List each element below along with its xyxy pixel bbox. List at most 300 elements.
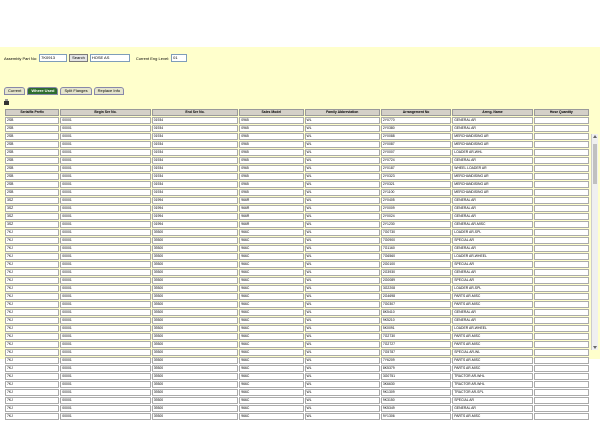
table-row[interactable]	[5, 365, 589, 372]
assembly-search-bar	[4, 53, 187, 63]
table-cell: 00001	[60, 301, 150, 308]
table-cell: 00001	[60, 181, 150, 188]
table-cell: WL	[305, 189, 380, 196]
table-cell: WL	[305, 213, 380, 220]
table-cell: WL	[305, 253, 380, 260]
table-cell: WL	[305, 229, 380, 236]
table-cell: 966R	[239, 221, 303, 228]
table-cell: 0965	[239, 133, 303, 140]
table-cell	[534, 277, 589, 284]
table-row[interactable]	[5, 117, 589, 124]
table-cell: 2Y0088	[381, 133, 451, 140]
table-cell: WL	[305, 141, 380, 148]
column-header[interactable]: Hose Quantity	[534, 109, 589, 116]
column-header[interactable]: Begin Ser No.	[60, 109, 150, 116]
table-cell: 39300	[152, 285, 238, 292]
table-row[interactable]	[5, 293, 589, 300]
table-row[interactable]	[5, 381, 589, 388]
table-cell: 01934	[152, 117, 238, 124]
table-cell	[534, 245, 589, 252]
column-header[interactable]: Family Abbreviation	[305, 109, 380, 116]
table-cell: 2Y0770	[381, 117, 451, 124]
table-cell: 00001	[60, 341, 150, 348]
table-row[interactable]	[5, 205, 589, 212]
table-cell: 00001	[60, 261, 150, 268]
table-cell	[534, 405, 589, 412]
table-cell	[534, 357, 589, 364]
table-cell	[534, 261, 589, 268]
table-cell: 39300	[152, 381, 238, 388]
vertical-scrollbar[interactable]	[591, 134, 598, 350]
table-cell: WL	[305, 181, 380, 188]
table-cell: 7KJ	[5, 261, 59, 268]
table-cell: WL	[305, 301, 380, 308]
assembly-part-input[interactable]: 7K0913	[39, 54, 67, 62]
table-cell: MERCHANDISING AR	[452, 181, 532, 188]
table-cell: 966C	[239, 293, 303, 300]
table-cell: GENERAL AR	[452, 309, 532, 316]
table-cell: WL	[305, 261, 380, 268]
table-cell: 2SB	[5, 189, 59, 196]
table-cell: 7KJ	[5, 245, 59, 252]
table-cell: WL	[305, 117, 380, 124]
table-cell: 00001	[60, 317, 150, 324]
tab-replace-info[interactable]: Replace Info	[94, 87, 124, 95]
app-window	[0, 47, 600, 418]
table-row[interactable]	[5, 389, 589, 396]
table-row[interactable]	[5, 213, 589, 220]
table-cell: 3G2208	[381, 285, 451, 292]
table-cell: 39300	[152, 413, 238, 420]
table-cell: 2Y0323	[381, 173, 451, 180]
table-cell: SPECIAL AR	[452, 397, 532, 404]
table-cell: SPECIAL AR-WL	[452, 349, 532, 356]
table-cell	[534, 309, 589, 316]
table-cell: 3G0751	[381, 373, 451, 380]
table-cell	[534, 213, 589, 220]
table-cell: GENERAL AR	[452, 157, 532, 164]
table-cell: 7KJ	[5, 357, 59, 364]
table-cell: 00001	[60, 173, 150, 180]
table-cell: 39300	[152, 261, 238, 268]
table-cell: WL	[305, 373, 380, 380]
table-cell: 2Y0009	[381, 205, 451, 212]
table-cell: WL	[305, 389, 380, 396]
table-cell: 966C	[239, 269, 303, 276]
table-cell: 39300	[152, 309, 238, 316]
table-cell: 966C	[239, 277, 303, 284]
column-header[interactable]: Sales Model	[239, 109, 303, 116]
table-cell: 7KJ	[5, 373, 59, 380]
table-cell: 00001	[60, 309, 150, 316]
table-cell: 966C	[239, 397, 303, 404]
table-cell: WL	[305, 341, 380, 348]
table-row[interactable]	[5, 261, 589, 268]
table-row[interactable]	[5, 317, 589, 324]
table-cell: 7KJ	[5, 293, 59, 300]
table-cell: 39300	[152, 405, 238, 412]
table-cell: 39300	[152, 349, 238, 356]
table-row[interactable]	[5, 253, 589, 260]
table-cell: 9K5210	[381, 317, 451, 324]
table-cell: 7KJ	[5, 381, 59, 388]
table-cell: WL	[305, 333, 380, 340]
where-used-table	[4, 108, 590, 421]
table-cell: WL	[305, 269, 380, 276]
table-cell: 966C	[239, 405, 303, 412]
table-cell	[534, 221, 589, 228]
table-cell: 966C	[239, 325, 303, 332]
table-row[interactable]	[5, 413, 589, 420]
table-row[interactable]	[5, 349, 589, 356]
table-cell: TRACTOR AR-SPL	[452, 389, 532, 396]
table-cell: 7G2727	[381, 341, 451, 348]
tab-where-used[interactable]: Where Used	[27, 87, 58, 95]
table-cell: 00001	[60, 365, 150, 372]
table-row[interactable]	[5, 373, 589, 380]
table-cell: WL	[305, 349, 380, 356]
table-cell: WL	[305, 221, 380, 228]
scroll-thumb[interactable]	[593, 144, 597, 184]
table-cell	[534, 149, 589, 156]
table-cell: 01934	[152, 125, 238, 132]
table-cell: 3K6630	[381, 381, 451, 388]
table-cell: 7KJ	[5, 309, 59, 316]
table-cell: 39300	[152, 245, 238, 252]
table-cell: 2Y1230	[381, 221, 451, 228]
table-cell: 2SB	[5, 157, 59, 164]
table-cell: WL	[305, 173, 380, 180]
table-cell	[534, 197, 589, 204]
table-cell	[534, 373, 589, 380]
table-row[interactable]	[5, 157, 589, 164]
table-cell: 00001	[60, 405, 150, 412]
table-cell: 7KJ	[5, 341, 59, 348]
table-cell: 2Y0321	[381, 181, 451, 188]
table-cell: 0965	[239, 141, 303, 148]
table-cell: LOADER AR-WHEEL	[452, 253, 532, 260]
table-row[interactable]	[5, 269, 589, 276]
table-row[interactable]	[5, 189, 589, 196]
table-cell: 2SB	[5, 125, 59, 132]
table-cell: 39300	[152, 357, 238, 364]
table-cell: 0965	[239, 157, 303, 164]
table-cell	[534, 125, 589, 132]
table-row[interactable]	[5, 197, 589, 204]
table-cell: LOADER AR-WHL	[452, 149, 532, 156]
table-cell: 39300	[152, 325, 238, 332]
table-cell: GENERAL AR	[452, 205, 532, 212]
table-row[interactable]	[5, 133, 589, 140]
table-cell: 966C	[239, 381, 303, 388]
table-cell: 2Y0380	[381, 125, 451, 132]
table-cell: 00001	[60, 381, 150, 388]
table-row[interactable]	[5, 333, 589, 340]
table-cell: 7KJ	[5, 325, 59, 332]
table-cell	[534, 141, 589, 148]
table-cell	[534, 205, 589, 212]
table-cell: 01934	[152, 189, 238, 196]
table-cell: 00001	[60, 237, 150, 244]
table-cell: 2Y0024	[381, 213, 451, 220]
table-cell: 966C	[239, 341, 303, 348]
print-icon[interactable]	[4, 101, 9, 105]
table-cell: 7G6560	[381, 253, 451, 260]
table-cell: 00001	[60, 293, 150, 300]
table-cell: 00001	[60, 133, 150, 140]
table-cell: WL	[305, 165, 380, 172]
table-cell: 00001	[60, 197, 150, 204]
table-cell: 00001	[60, 189, 150, 196]
table-cell	[534, 381, 589, 388]
table-row[interactable]	[5, 341, 589, 348]
table-cell: 7G1160	[381, 245, 451, 252]
table-cell: 01934	[152, 165, 238, 172]
table-cell: 2Y0007	[381, 149, 451, 156]
table-cell: 7KJ	[5, 317, 59, 324]
table-cell: 01994	[152, 213, 238, 220]
tab-split-flanges[interactable]: Split Flanges	[60, 87, 91, 95]
table-cell: PARTS AR-MISC	[452, 413, 532, 420]
table-cell: 0965	[239, 181, 303, 188]
table-cell: WL	[305, 293, 380, 300]
table-cell: 00001	[60, 357, 150, 364]
table-cell: 01994	[152, 197, 238, 204]
table-cell	[534, 413, 589, 420]
table-cell: 7KJ	[5, 413, 59, 420]
table-cell: 7G0730	[381, 229, 451, 236]
tab-current[interactable]: Current	[4, 87, 25, 95]
table-cell: 0965	[239, 149, 303, 156]
table-cell: 00001	[60, 221, 150, 228]
table-cell: 7KJ	[5, 333, 59, 340]
table-cell: 7KJ	[5, 397, 59, 404]
table-cell: 39300	[152, 397, 238, 404]
table-row[interactable]	[5, 125, 589, 132]
table-row[interactable]	[5, 277, 589, 284]
table-cell: 966C	[239, 333, 303, 340]
table-cell: 966C	[239, 365, 303, 372]
table-cell: 9K1309	[381, 389, 451, 396]
table-row[interactable]	[5, 141, 589, 148]
table-cell: WL	[305, 365, 380, 372]
table-cell	[534, 157, 589, 164]
table-cell: WL	[305, 277, 380, 284]
table-cell	[534, 133, 589, 140]
table-cell: 01934	[152, 181, 238, 188]
table-cell: 2SB	[5, 141, 59, 148]
table-cell: 00001	[60, 333, 150, 340]
table-cell: 2Y1100	[381, 189, 451, 196]
column-header[interactable]: End Ser No.	[152, 109, 238, 116]
table-cell: 8K5379	[381, 365, 451, 372]
table-cell: GENERAL AR	[452, 405, 532, 412]
table-cell: 966C	[239, 373, 303, 380]
table-cell: 7KJ	[5, 365, 59, 372]
table-row[interactable]	[5, 357, 589, 364]
table-cell: 2Y0187	[381, 165, 451, 172]
table-row[interactable]	[5, 221, 589, 228]
table-cell: 7KJ	[5, 253, 59, 260]
table-cell: 966C	[239, 357, 303, 364]
table-cell: 966C	[239, 389, 303, 396]
table-row[interactable]	[5, 325, 589, 332]
table-cell	[534, 181, 589, 188]
table-cell: 966C	[239, 229, 303, 236]
part-description-field: HOSE AS	[90, 54, 130, 62]
table-cell: 8K5410	[381, 309, 451, 316]
table-body	[5, 117, 589, 420]
table-cell: 39300	[152, 373, 238, 380]
table-cell: 00001	[60, 285, 150, 292]
table-cell: WL	[305, 325, 380, 332]
table-cell: 00001	[60, 325, 150, 332]
column-header[interactable]: Arrng. Name	[452, 109, 532, 116]
table-cell: 966R	[239, 197, 303, 204]
table-row[interactable]	[5, 165, 589, 172]
table-row[interactable]	[5, 181, 589, 188]
table-cell: 966C	[239, 237, 303, 244]
table-cell: 00001	[60, 141, 150, 148]
table-cell: 0965	[239, 189, 303, 196]
table-cell	[534, 269, 589, 276]
table-cell: 01934	[152, 173, 238, 180]
tab-bar	[4, 87, 126, 95]
table-row[interactable]	[5, 397, 589, 404]
table-cell: 39300	[152, 229, 238, 236]
table-row[interactable]	[5, 245, 589, 252]
table-cell	[534, 117, 589, 124]
table-cell: GENERAL AR	[452, 197, 532, 204]
table-row[interactable]	[5, 149, 589, 156]
table-row[interactable]	[5, 285, 589, 292]
table-cell: 01934	[152, 149, 238, 156]
table-cell	[534, 317, 589, 324]
table-cell: 01934	[152, 141, 238, 148]
table-row[interactable]	[5, 237, 589, 244]
table-cell: 9K5349	[381, 405, 451, 412]
table-cell: 00001	[60, 389, 150, 396]
table-cell: 39300	[152, 365, 238, 372]
table-cell	[534, 285, 589, 292]
table-cell: 3SZ	[5, 197, 59, 204]
column-header[interactable]: Serialfix Prefix	[5, 109, 59, 116]
table-cell: GENERAL AR	[452, 245, 532, 252]
table-cell: GENERAL AR-MISC	[452, 221, 532, 228]
table-row[interactable]	[5, 301, 589, 308]
table-cell: 7G0900	[381, 237, 451, 244]
table-cell: 00001	[60, 165, 150, 172]
table-cell: 39300	[152, 237, 238, 244]
table-cell: LOADER AR-SPL	[452, 285, 532, 292]
table-cell: 2Y0724	[381, 157, 451, 164]
table-cell: 2SB	[5, 165, 59, 172]
table-cell: WL	[305, 133, 380, 140]
table-cell: 00001	[60, 149, 150, 156]
table-cell: 0965	[239, 173, 303, 180]
search-button[interactable]: Search	[69, 54, 88, 62]
table-cell	[534, 325, 589, 332]
table-cell: PARTS AR-MISC	[452, 357, 532, 364]
table-row[interactable]	[5, 405, 589, 412]
scroll-up-icon[interactable]	[593, 135, 597, 138]
table-cell: 39300	[152, 333, 238, 340]
table-cell: WL	[305, 205, 380, 212]
table-cell: 5K0091	[381, 325, 451, 332]
table-cell	[534, 333, 589, 340]
table-cell: 7KJ	[5, 405, 59, 412]
table-cell: 2Y0087	[381, 141, 451, 148]
table-cell: WL	[305, 309, 380, 316]
table-cell: PARTS AR-MISC	[452, 341, 532, 348]
assembly-part-label: Assembly Part No:	[4, 55, 38, 61]
eng-level-field: 01	[171, 54, 187, 62]
table-row[interactable]	[5, 309, 589, 316]
table-row[interactable]	[5, 173, 589, 180]
column-header[interactable]: Arrangement No	[381, 109, 451, 116]
table-cell: 2SB	[5, 149, 59, 156]
table-row[interactable]	[5, 229, 589, 236]
table-cell	[534, 341, 589, 348]
table-cell: 3SZ	[5, 205, 59, 212]
table-cell: SPECIAL AR	[452, 277, 532, 284]
table-cell: WHEEL LOADER AR	[452, 165, 532, 172]
table-cell	[534, 189, 589, 196]
table-cell: 00001	[60, 157, 150, 164]
table-cell: 966C	[239, 261, 303, 268]
table-cell	[534, 397, 589, 404]
table-cell: MERCHANDISING AR	[452, 173, 532, 180]
table-cell: MERCHANDISING AR	[452, 189, 532, 196]
table-cell: 966C	[239, 245, 303, 252]
table-cell: 9K3150	[381, 397, 451, 404]
table-cell: 2SB	[5, 173, 59, 180]
table-cell: 00001	[60, 205, 150, 212]
table-cell: SPECIAL AR	[452, 237, 532, 244]
table-cell: 966C	[239, 349, 303, 356]
table-cell: 39300	[152, 293, 238, 300]
table-cell: GENERAL AR	[452, 317, 532, 324]
table-cell: 966C	[239, 413, 303, 420]
table-cell: GENERAL AR	[452, 117, 532, 124]
table-cell: 2SB	[5, 117, 59, 124]
table-cell: 966C	[239, 301, 303, 308]
table-cell	[534, 389, 589, 396]
scroll-down-icon[interactable]	[593, 346, 597, 349]
table-cell: 7KJ	[5, 349, 59, 356]
table-cell: 7Y6209	[381, 357, 451, 364]
table-cell	[534, 173, 589, 180]
table-cell: PARTS AR-MISC	[452, 333, 532, 340]
table-cell: PARTS AR-MISC	[452, 365, 532, 372]
table-cell: 7KJ	[5, 389, 59, 396]
table-cell: 39300	[152, 389, 238, 396]
table-cell: WL	[305, 157, 380, 164]
table-cell: 00001	[60, 229, 150, 236]
table-cell	[534, 301, 589, 308]
where-used-grid	[4, 108, 590, 418]
table-cell: 01934	[152, 133, 238, 140]
table-cell: 39300	[152, 317, 238, 324]
table-cell: 00001	[60, 117, 150, 124]
table-cell: WL	[305, 405, 380, 412]
table-cell: 01994	[152, 205, 238, 212]
table-cell: 2Y0405	[381, 197, 451, 204]
table-cell: 7G2730	[381, 333, 451, 340]
table-cell: 9Y1306	[381, 413, 451, 420]
table-cell: 01994	[152, 221, 238, 228]
table-cell: 7KJ	[5, 301, 59, 308]
